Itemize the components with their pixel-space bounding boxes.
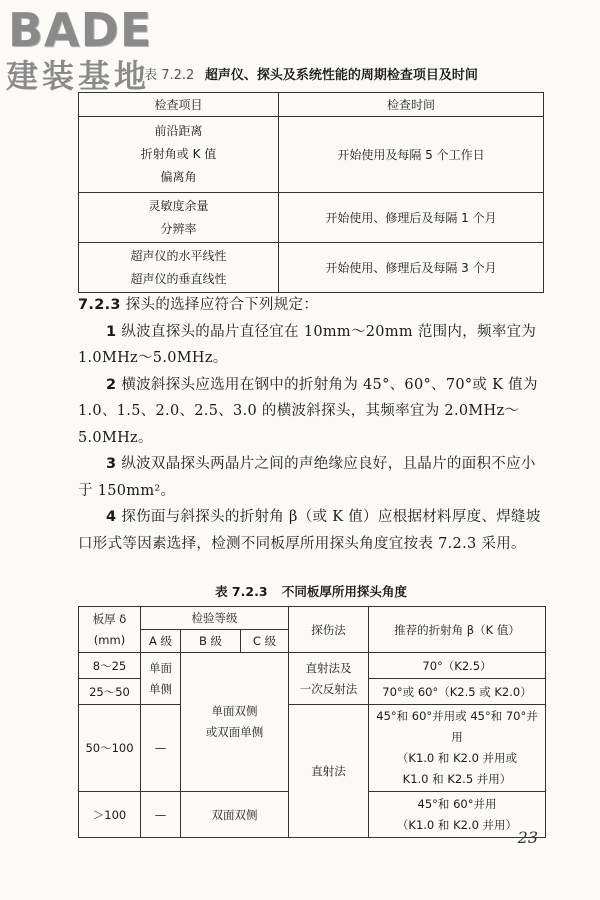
table-row — [79, 117, 544, 193]
item-text: 偏离角 — [160, 170, 197, 184]
section-number: 7.2.3 — [78, 297, 121, 313]
clause-text: 探伤面与斜探头的折射角 β（或 K 值）应根据材料厚度、焊缝坡口形式等因素选择，检测不同板厚所用探头角度宜按表 7.2.3 采用。 — [78, 509, 541, 552]
cell-thickness: 50～100 — [79, 705, 141, 792]
table-row — [79, 653, 546, 679]
table2-caption-number: 表 7.2.3 — [215, 584, 268, 599]
table-header-row — [79, 607, 546, 630]
clause-number: 2 — [106, 376, 117, 393]
header-angle: 推荐的折射角 β（K 值） — [369, 607, 546, 653]
cell-text: 或双面单侧 — [205, 725, 264, 739]
clause-4 — [78, 504, 546, 557]
clause-number: 3 — [106, 456, 117, 472]
cell-text: K1.0 和 K2.5 并用） — [402, 772, 512, 786]
header-check-item: 检查项目 — [79, 93, 279, 117]
cell-level-bc: 双面双侧 — [181, 792, 289, 838]
cell-level-a: — — [141, 792, 181, 838]
body-section — [78, 292, 546, 557]
cell-text: （K1.0 和 K2.0 并用或 — [396, 751, 518, 765]
header-method: 探伤法 — [289, 607, 369, 653]
item-text: 超声仪的垂直线性 — [130, 271, 227, 286]
table2-caption — [76, 582, 546, 602]
header-level-c: C 级 — [241, 630, 289, 653]
page-number: 23 — [517, 828, 538, 847]
cell-level-a — [141, 653, 181, 705]
clause-1 — [78, 319, 546, 372]
header-thickness-unit: (mm) — [93, 632, 126, 647]
section-heading — [78, 292, 546, 319]
cell-angle: 70°（K2.5） — [369, 653, 546, 679]
table-row — [79, 705, 546, 792]
clause-2 — [78, 372, 546, 452]
item-text: 灵敏度余量 — [148, 198, 209, 213]
cell-angle — [369, 705, 546, 792]
table1-caption-number: 表 7.2.2 — [144, 68, 195, 83]
clause-number: 1 — [106, 323, 117, 340]
header-inspection-level: 检验等级 — [141, 607, 289, 630]
table2-caption-text: 不同板厚所用探头角度 — [281, 584, 407, 599]
cell-text: 单侧 — [149, 681, 172, 696]
item-text: 折射角或 K 值 — [140, 147, 217, 161]
table-cell-items — [79, 243, 279, 293]
cell-text: 直射法及 — [305, 660, 352, 675]
cell-text: （K1.0 和 K2.0 并用） — [396, 817, 518, 832]
cell-text: 单面 — [149, 660, 172, 675]
cell-angle: 70°或 60°（K2.5 或 K2.0） — [369, 679, 546, 705]
cell-level-bc — [181, 653, 289, 792]
cell-text: 45°和 60°并用或 45°和 70°并用 — [376, 709, 538, 744]
cell-method: 直射法 — [289, 705, 369, 838]
clause-number: 4 — [106, 509, 117, 525]
watermark-cjk: 建装基地 — [6, 57, 151, 95]
header-thickness-label: 板厚 δ — [92, 611, 127, 626]
cell-thickness: ＞100 — [79, 792, 141, 838]
header-level-a: A 级 — [141, 630, 181, 653]
table-cell-time: 开始使用、修理后及每隔 1 个月 — [279, 193, 544, 243]
cell-level-a: — — [141, 705, 181, 792]
probe-angle-table — [78, 606, 546, 838]
cell-text: 单面双侧 — [211, 704, 258, 718]
header-level-b: B 级 — [181, 630, 241, 653]
inspection-period-table — [78, 92, 544, 293]
clause-text: 纵波直探头的晶片直径宜在 10mm～20mm 范围内，频率宜为 1.0MHz～5.0MHz。 — [78, 323, 537, 366]
cell-thickness: 8～25 — [79, 653, 141, 679]
clause-3 — [78, 451, 546, 504]
item-text: 前沿距离 — [154, 124, 203, 138]
clause-text: 纵波双晶探头两晶片之间的声绝缘应良好，且晶片的面积不应小于 150mm²。 — [78, 456, 536, 499]
cell-thickness: 25～50 — [79, 679, 141, 705]
table1-caption-text: 超声仪、探头及系统性能的周期检查项目及时间 — [204, 68, 478, 83]
header-check-time: 检查时间 — [279, 93, 544, 117]
table-header-row — [79, 93, 544, 117]
table-cell-time: 开始使用及每隔 5 个工作日 — [279, 117, 544, 193]
header-thickness — [79, 607, 141, 653]
table-cell-items — [79, 117, 279, 193]
clause-text: 横波斜探头应选用在钢中的折射角为 45°、60°、70°或 K 值为 1.0、1.5、2.0、2.5、3.0 的横波斜探头，其频率宜为 2.0MHz～5.0MHz。 — [78, 376, 538, 446]
table-row — [79, 193, 544, 243]
item-text: 分辨率 — [160, 221, 197, 236]
cell-text: 45°和 60°并用 — [417, 796, 497, 811]
item-text: 超声仪的水平线性 — [130, 248, 227, 263]
section-heading-text: 探头的选择应符合下列规定： — [125, 297, 319, 313]
table-row — [79, 243, 544, 293]
table-cell-items — [79, 193, 279, 243]
table-cell-time: 开始使用、修理后及每隔 3 个月 — [279, 243, 544, 293]
cell-text: 一次反射法 — [299, 681, 358, 696]
cell-method — [289, 653, 369, 705]
watermark-logo — [4, 4, 184, 96]
watermark-latin: BADE — [8, 3, 153, 57]
